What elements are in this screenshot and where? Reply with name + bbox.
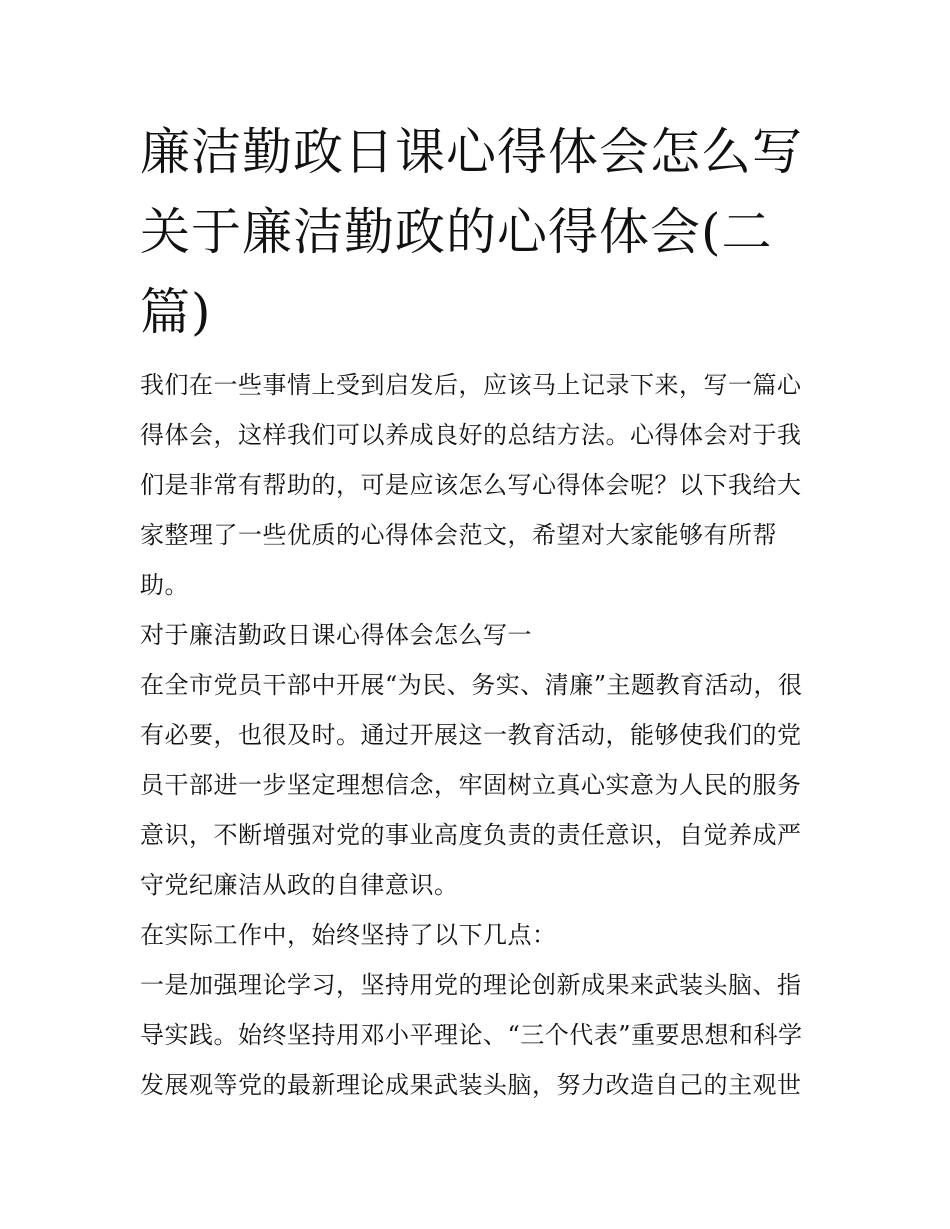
paragraph-section-heading: 对于廉洁勤政日课心得体会怎么写一 — [140, 621, 532, 649]
document-page — [140, 112, 815, 1110]
paragraph-body-1: 在全市党员干部中开展“为民、务实、清廉”主题教育活动，很有必要，也很及时。通过开展这一教育活动，能够使我们的党员干部进一步坚定理想信念，牢固树立真心实意为人民的服务意识，不断增强对党的事业高度负责的责任意识，自觉养成严守党纪廉洁从政的自律意识。 — [140, 671, 803, 899]
paragraph-intro: 我们在一些事情上受到启发后，应该马上记录下来，写一篇心得体会，这样我们可以养成良好的总结方法。心得体会对于我们是非常有帮助的，可是应该怎么写心得体会呢？以下我给大家整理了一些优质的心得体会范文，希望对大家能够有所帮助。 — [140, 371, 802, 599]
document-title: 廉洁勤政日课心得体会怎么写关于廉洁勤政的心得体会(二篇) — [140, 123, 803, 341]
paragraph-body-3: 一是加强理论学习，坚持用党的理论创新成果来武装头脑、指导实践。始终坚持用邓小平理论、“三个代表”重要思想和科学发展观等党的最新理论成果武装头脑，努力改造自己的主观世 — [140, 971, 803, 1099]
paragraph-body-2: 在实际工作中，始终坚持了以下几点： — [140, 921, 557, 949]
